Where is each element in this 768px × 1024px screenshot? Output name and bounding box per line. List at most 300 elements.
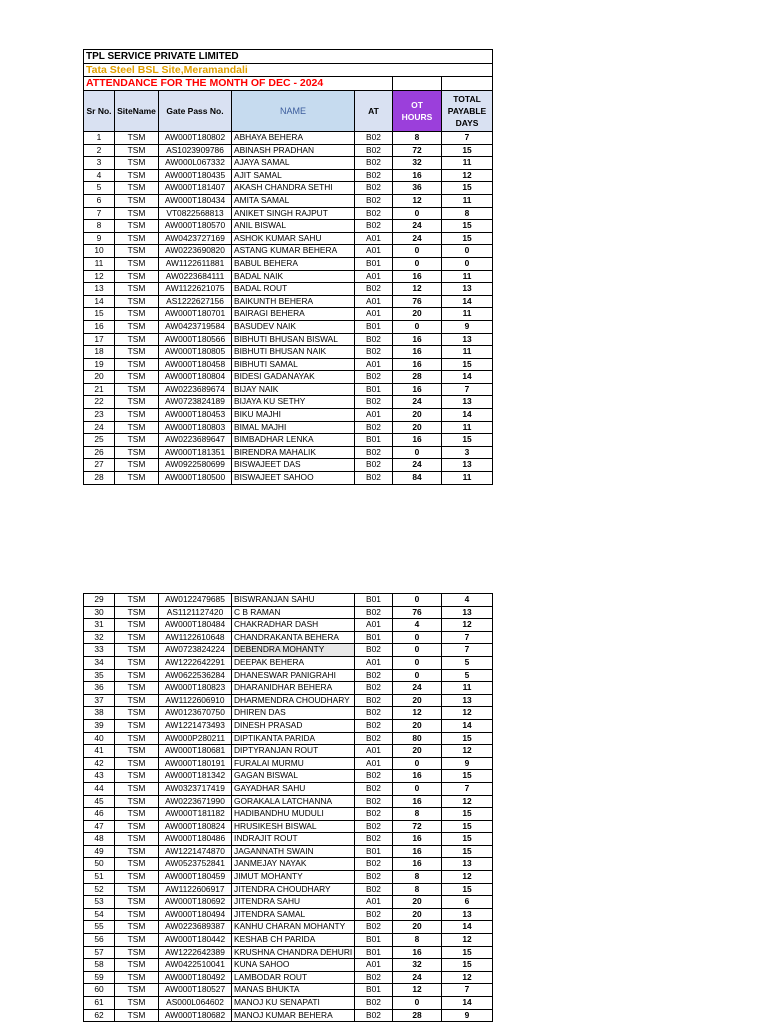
table-row (84, 896, 493, 909)
table-row (84, 656, 493, 669)
table-row (84, 770, 493, 783)
cell-site-name: TSM (115, 757, 159, 770)
cell-name: DHANESWAR PANIGRAHI (232, 669, 355, 682)
cell-ot-hours: 20 (393, 719, 442, 732)
cell-sr-no: 24 (84, 421, 115, 434)
cell-site-name: TSM (115, 719, 159, 732)
cell-gate-pass: AW000T180453 (159, 409, 232, 422)
cell-at: B02 (355, 644, 393, 657)
cell-payable-days: 12 (442, 795, 493, 808)
table-row (84, 619, 493, 632)
cell-payable-days: 13 (442, 333, 493, 346)
cell-payable-days: 15 (442, 820, 493, 833)
cell-name: BIBHUTI BHUSAN BISWAL (232, 333, 355, 346)
cell-name: ANIKET SINGH RAJPUT (232, 207, 355, 220)
cell-ot-hours: 72 (393, 144, 442, 157)
table-row (84, 984, 493, 997)
cell-ot-hours: 8 (393, 808, 442, 821)
cell-name: KRUSHNA CHANDRA DEHURI (232, 946, 355, 959)
cell-sr-no: 39 (84, 719, 115, 732)
cell-name: BAIRAGI BEHERA (232, 308, 355, 321)
cell-site-name: TSM (115, 808, 159, 821)
table-row (84, 644, 493, 657)
cell-payable-days: 15 (442, 883, 493, 896)
cell-name: LAMBODAR ROUT (232, 971, 355, 984)
cell-sr-no: 21 (84, 383, 115, 396)
cell-at: A01 (355, 656, 393, 669)
cell-site-name: TSM (115, 644, 159, 657)
cell-site-name: TSM (115, 833, 159, 846)
cell-sr-no: 46 (84, 808, 115, 821)
cell-payable-days: 13 (442, 283, 493, 296)
cell-at: B01 (355, 946, 393, 959)
cell-sr-no: 34 (84, 656, 115, 669)
cell-ot-hours: 24 (393, 396, 442, 409)
cell-gate-pass: AW0223671990 (159, 795, 232, 808)
table-row (84, 169, 493, 182)
cell-sr-no: 22 (84, 396, 115, 409)
cell-ot-hours: 76 (393, 295, 442, 308)
cell-ot-hours: 16 (393, 346, 442, 359)
table-row (84, 745, 493, 758)
cell-sr-no: 6 (84, 194, 115, 207)
cell-site-name: TSM (115, 594, 159, 607)
cell-sr-no: 3 (84, 157, 115, 170)
cell-payable-days: 15 (442, 808, 493, 821)
cell-gate-pass: AW000T181182 (159, 808, 232, 821)
table-row (84, 245, 493, 258)
table-row (84, 669, 493, 682)
cell-site-name: TSM (115, 157, 159, 170)
cell-ot-hours: 0 (393, 757, 442, 770)
cell-name: AJAYA SAMAL (232, 157, 355, 170)
cell-site-name: TSM (115, 257, 159, 270)
cell-payable-days: 7 (442, 644, 493, 657)
cell-name: BISWAJEET DAS (232, 459, 355, 472)
cell-sr-no: 10 (84, 245, 115, 258)
cell-payable-days: 12 (442, 707, 493, 720)
cell-payable-days: 7 (442, 631, 493, 644)
cell-name: BIMBADHAR LENKA (232, 434, 355, 447)
cell-payable-days: 7 (442, 383, 493, 396)
cell-ot-hours: 0 (393, 656, 442, 669)
cell-at: B01 (355, 594, 393, 607)
title-blank-cell (442, 77, 493, 91)
cell-name: INDRAJIT ROUT (232, 833, 355, 846)
cell-at: B02 (355, 459, 393, 472)
cell-ot-hours: 16 (393, 169, 442, 182)
cell-name: ABHAYA BEHERA (232, 132, 355, 145)
cell-gate-pass: AW000T181342 (159, 770, 232, 783)
cell-gate-pass: AW000T180824 (159, 820, 232, 833)
cell-payable-days: 15 (442, 833, 493, 846)
cell-ot-hours: 20 (393, 921, 442, 934)
company-name: TPL SERVICE PRIVATE LIMITED (84, 50, 493, 64)
cell-at: B02 (355, 833, 393, 846)
cell-at: B02 (355, 871, 393, 884)
cell-name: BIKU MAJHI (232, 409, 355, 422)
table-row (84, 732, 493, 745)
col-header-payable-days: TOTAL PAYABLE DAYS (442, 91, 493, 132)
cell-name: BISWAJEET SAHOO (232, 472, 355, 485)
cell-payable-days: 12 (442, 971, 493, 984)
table-row (84, 446, 493, 459)
cell-gate-pass: AW0423727169 (159, 232, 232, 245)
cell-name: GAGAN BISWAL (232, 770, 355, 783)
cell-site-name: TSM (115, 207, 159, 220)
cell-name: JIMUT MOHANTY (232, 871, 355, 884)
cell-gate-pass: AW000P280211 (159, 732, 232, 745)
table-row (84, 459, 493, 472)
cell-at: A01 (355, 619, 393, 632)
cell-ot-hours: 0 (393, 631, 442, 644)
cell-site-name: TSM (115, 694, 159, 707)
cell-at: B02 (355, 346, 393, 359)
cell-ot-hours: 72 (393, 820, 442, 833)
cell-at: B02 (355, 719, 393, 732)
cell-site-name: TSM (115, 371, 159, 384)
cell-ot-hours: 20 (393, 896, 442, 909)
attendance-title: ATTENDANCE FOR THE MONTH OF DEC - 2024 (84, 77, 393, 91)
cell-ot-hours: 24 (393, 232, 442, 245)
cell-site-name: TSM (115, 346, 159, 359)
cell-name: FURALAI MURMU (232, 757, 355, 770)
table-row (84, 971, 493, 984)
cell-name: CHAKRADHAR DASH (232, 619, 355, 632)
cell-payable-days: 3 (442, 446, 493, 459)
cell-sr-no: 30 (84, 606, 115, 619)
table-row (84, 682, 493, 695)
cell-name: GORAKALA LATCHANNA (232, 795, 355, 808)
cell-ot-hours: 20 (393, 409, 442, 422)
cell-payable-days: 7 (442, 984, 493, 997)
cell-at: B02 (355, 808, 393, 821)
cell-at: B02 (355, 157, 393, 170)
table-row (84, 719, 493, 732)
cell-at: B02 (355, 220, 393, 233)
cell-ot-hours: 0 (393, 644, 442, 657)
cell-sr-no: 36 (84, 682, 115, 695)
cell-gate-pass: AW0622536284 (159, 669, 232, 682)
cell-site-name: TSM (115, 396, 159, 409)
cell-name: DEEPAK BEHERA (232, 656, 355, 669)
col-header-site: SiteName (115, 91, 159, 132)
cell-at: B01 (355, 320, 393, 333)
cell-payable-days: 7 (442, 132, 493, 145)
cell-sr-no: 23 (84, 409, 115, 422)
site-name: Tata Steel BSL Site,Meramandali (84, 64, 493, 77)
cell-gate-pass: AW0723824224 (159, 644, 232, 657)
cell-payable-days: 15 (442, 959, 493, 972)
cell-name: BASUDEV NAIK (232, 320, 355, 333)
cell-site-name: TSM (115, 220, 159, 233)
cell-name: KESHAB CH PARIDA (232, 934, 355, 947)
cell-payable-days: 15 (442, 358, 493, 371)
cell-site-name: TSM (115, 934, 159, 947)
cell-at: B01 (355, 434, 393, 447)
cell-gate-pass: AW000T180527 (159, 984, 232, 997)
table-row (84, 157, 493, 170)
cell-gate-pass: AW0123670750 (159, 707, 232, 720)
table-row (84, 782, 493, 795)
cell-ot-hours: 4 (393, 619, 442, 632)
table-row (84, 434, 493, 447)
cell-gate-pass: AW1122621075 (159, 283, 232, 296)
cell-ot-hours: 16 (393, 946, 442, 959)
cell-site-name: TSM (115, 971, 159, 984)
cell-name: ASHOK KUMAR SAHU (232, 232, 355, 245)
cell-payable-days: 11 (442, 157, 493, 170)
table-row (84, 959, 493, 972)
cell-site-name: TSM (115, 320, 159, 333)
cell-payable-days: 15 (442, 232, 493, 245)
table-row (84, 908, 493, 921)
table-row (84, 295, 493, 308)
table-row (84, 631, 493, 644)
cell-site-name: TSM (115, 194, 159, 207)
cell-ot-hours: 16 (393, 858, 442, 871)
cell-site-name: TSM (115, 669, 159, 682)
cell-sr-no: 27 (84, 459, 115, 472)
cell-site-name: TSM (115, 132, 159, 145)
cell-site-name: TSM (115, 182, 159, 195)
cell-ot-hours: 36 (393, 182, 442, 195)
cell-site-name: TSM (115, 946, 159, 959)
table-row (84, 1009, 493, 1022)
cell-at: B02 (355, 682, 393, 695)
cell-at: A01 (355, 959, 393, 972)
table-row (84, 921, 493, 934)
cell-sr-no: 26 (84, 446, 115, 459)
cell-site-name: TSM (115, 459, 159, 472)
cell-name: HRUSIKESH BISWAL (232, 820, 355, 833)
cell-name: HADIBANDHU MUDULI (232, 808, 355, 821)
cell-site-name: TSM (115, 446, 159, 459)
cell-gate-pass: AW000T180692 (159, 896, 232, 909)
cell-sr-no: 37 (84, 694, 115, 707)
cell-payable-days: 11 (442, 346, 493, 359)
cell-sr-no: 38 (84, 707, 115, 720)
cell-payable-days: 13 (442, 858, 493, 871)
cell-gate-pass: AW1221473493 (159, 719, 232, 732)
cell-at: A01 (355, 745, 393, 758)
table-row (84, 308, 493, 321)
cell-at: B02 (355, 194, 393, 207)
cell-ot-hours: 8 (393, 132, 442, 145)
cell-payable-days: 12 (442, 619, 493, 632)
cell-sr-no: 11 (84, 257, 115, 270)
cell-at: A01 (355, 295, 393, 308)
cell-ot-hours: 32 (393, 959, 442, 972)
cell-gate-pass: AW000T181351 (159, 446, 232, 459)
cell-payable-days: 9 (442, 757, 493, 770)
cell-sr-no: 9 (84, 232, 115, 245)
cell-at: B02 (355, 820, 393, 833)
cell-ot-hours: 0 (393, 997, 442, 1010)
cell-name: JITENDRA SAHU (232, 896, 355, 909)
cell-site-name: TSM (115, 782, 159, 795)
cell-ot-hours: 8 (393, 934, 442, 947)
cell-name: BIBHUTI SAMAL (232, 358, 355, 371)
cell-site-name: TSM (115, 858, 159, 871)
cell-ot-hours: 0 (393, 207, 442, 220)
cell-name: JANMEJAY NAYAK (232, 858, 355, 871)
cell-name: JITENDRA CHOUDHARY (232, 883, 355, 896)
cell-ot-hours: 20 (393, 745, 442, 758)
table-row (84, 257, 493, 270)
cell-sr-no: 60 (84, 984, 115, 997)
table-row (84, 409, 493, 422)
cell-at: B01 (355, 984, 393, 997)
cell-name: KANHU CHARAN MOHANTY (232, 921, 355, 934)
cell-ot-hours: 80 (393, 732, 442, 745)
cell-name: BIMAL MAJHI (232, 421, 355, 434)
cell-sr-no: 35 (84, 669, 115, 682)
cell-at: B01 (355, 257, 393, 270)
table-row (84, 346, 493, 359)
cell-gate-pass: AW1122611881 (159, 257, 232, 270)
table-row (84, 946, 493, 959)
cell-name: AJIT SAMAL (232, 169, 355, 182)
col-header-name: NAME (232, 91, 355, 132)
cell-name: BAIKUNTH BEHERA (232, 295, 355, 308)
cell-at: B02 (355, 606, 393, 619)
table-row (84, 934, 493, 947)
cell-name: BADAL NAIK (232, 270, 355, 283)
cell-gate-pass: AW000T180500 (159, 472, 232, 485)
cell-at: B02 (355, 182, 393, 195)
table-row (84, 283, 493, 296)
table-row (84, 858, 493, 871)
cell-gate-pass: AW0423719584 (159, 320, 232, 333)
cell-at: B02 (355, 908, 393, 921)
table-row (84, 808, 493, 821)
cell-at: B02 (355, 971, 393, 984)
cell-sr-no: 44 (84, 782, 115, 795)
cell-payable-days: 15 (442, 770, 493, 783)
cell-gate-pass: AS000L064602 (159, 997, 232, 1010)
cell-payable-days: 15 (442, 144, 493, 157)
cell-payable-days: 13 (442, 396, 493, 409)
cell-at: B02 (355, 371, 393, 384)
cell-site-name: TSM (115, 845, 159, 858)
cell-payable-days: 14 (442, 997, 493, 1010)
cell-name: BIJAYA KU SETHY (232, 396, 355, 409)
cell-at: B02 (355, 333, 393, 346)
cell-sr-no: 17 (84, 333, 115, 346)
cell-at: B02 (355, 669, 393, 682)
cell-at: B02 (355, 283, 393, 296)
cell-ot-hours: 16 (393, 270, 442, 283)
cell-sr-no: 16 (84, 320, 115, 333)
cell-ot-hours: 12 (393, 984, 442, 997)
cell-at: A01 (355, 757, 393, 770)
cell-payable-days: 11 (442, 682, 493, 695)
cell-payable-days: 15 (442, 845, 493, 858)
cell-gate-pass: AW1221474870 (159, 845, 232, 858)
cell-gate-pass: AW1122606917 (159, 883, 232, 896)
cell-site-name: TSM (115, 144, 159, 157)
cell-name: DEBENDRA MOHANTY (232, 644, 355, 657)
cell-site-name: TSM (115, 997, 159, 1010)
cell-at: B01 (355, 845, 393, 858)
cell-site-name: TSM (115, 795, 159, 808)
cell-ot-hours: 24 (393, 220, 442, 233)
cell-sr-no: 12 (84, 270, 115, 283)
cell-gate-pass: AW1122606910 (159, 694, 232, 707)
cell-payable-days: 15 (442, 946, 493, 959)
cell-site-name: TSM (115, 682, 159, 695)
cell-site-name: TSM (115, 606, 159, 619)
cell-name: AMITA SAMAL (232, 194, 355, 207)
cell-sr-no: 31 (84, 619, 115, 632)
cell-at: B02 (355, 782, 393, 795)
cell-payable-days: 4 (442, 594, 493, 607)
cell-ot-hours: 16 (393, 795, 442, 808)
cell-name: ASTANG KUMAR BEHERA (232, 245, 355, 258)
cell-payable-days: 13 (442, 459, 493, 472)
cell-gate-pass: AW1222642291 (159, 656, 232, 669)
cell-at: B02 (355, 396, 393, 409)
cell-site-name: TSM (115, 421, 159, 434)
cell-gate-pass: AW000T180805 (159, 346, 232, 359)
cell-at: B02 (355, 144, 393, 157)
cell-gate-pass: AW000T180803 (159, 421, 232, 434)
cell-payable-days: 13 (442, 694, 493, 707)
cell-ot-hours: 24 (393, 682, 442, 695)
cell-ot-hours: 8 (393, 883, 442, 896)
cell-payable-days: 11 (442, 308, 493, 321)
cell-gate-pass: AW0323717419 (159, 782, 232, 795)
cell-site-name: TSM (115, 631, 159, 644)
cell-payable-days: 9 (442, 1009, 493, 1022)
cell-payable-days: 11 (442, 472, 493, 485)
cell-payable-days: 11 (442, 270, 493, 283)
cell-at: B02 (355, 883, 393, 896)
cell-payable-days: 15 (442, 220, 493, 233)
cell-ot-hours: 0 (393, 669, 442, 682)
table-row (84, 845, 493, 858)
attendance-table-page-2 (83, 593, 493, 1022)
cell-site-name: TSM (115, 270, 159, 283)
table-row (84, 997, 493, 1010)
cell-name: BIDESI GADANAYAK (232, 371, 355, 384)
cell-sr-no: 8 (84, 220, 115, 233)
cell-at: B02 (355, 770, 393, 783)
table-row (84, 594, 493, 607)
cell-name: DHARANIDHAR BEHERA (232, 682, 355, 695)
cell-name: MANAS BHUKTA (232, 984, 355, 997)
cell-ot-hours: 0 (393, 594, 442, 607)
cell-site-name: TSM (115, 619, 159, 632)
cell-sr-no: 45 (84, 795, 115, 808)
cell-sr-no: 48 (84, 833, 115, 846)
cell-at: B02 (355, 472, 393, 485)
cell-gate-pass: AW000T180701 (159, 308, 232, 321)
cell-site-name: TSM (115, 383, 159, 396)
cell-ot-hours: 12 (393, 707, 442, 720)
cell-at: A01 (355, 358, 393, 371)
cell-at: B02 (355, 1009, 393, 1022)
cell-payable-days: 8 (442, 207, 493, 220)
table-row (84, 333, 493, 346)
cell-site-name: TSM (115, 308, 159, 321)
cell-payable-days: 15 (442, 732, 493, 745)
table-row (84, 270, 493, 283)
cell-sr-no: 33 (84, 644, 115, 657)
cell-sr-no: 18 (84, 346, 115, 359)
cell-site-name: TSM (115, 820, 159, 833)
